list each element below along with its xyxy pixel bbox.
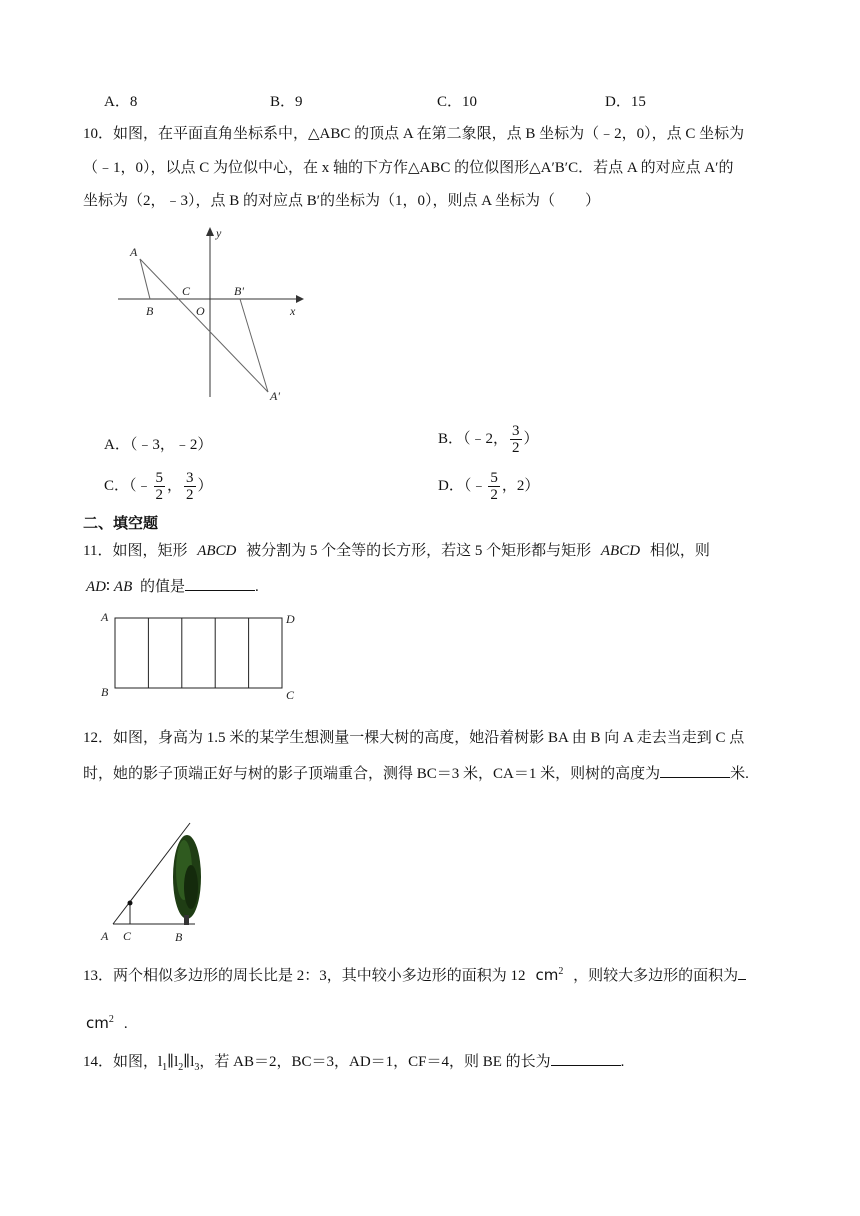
q10-option-b-prefix: B．（﹣2， (438, 430, 509, 447)
q9-option-b: B．9 (270, 94, 303, 110)
subscript: 3 (194, 1062, 200, 1073)
q14-text: ，若 AB＝2，BC＝3，AD＝1，CF＝4，则 BE 的长为 (199, 1054, 551, 1070)
unit-exponent: 2 (108, 1014, 114, 1025)
q11-math-abcd: ABCD (197, 543, 237, 559)
q10-line-1: 10．如图，在平面直角坐标系中，△ABC 的顶点 A 在第二象限，点 B 坐标为（﹣2，0），点 C 坐标为 (83, 126, 745, 142)
unit-exponent: 2 (558, 966, 564, 977)
q11-text: 11．如图，矩形 (83, 543, 188, 559)
q11-text: . (255, 579, 259, 595)
fraction (184, 470, 196, 503)
q11-line-1 (83, 541, 710, 561)
q10-option-b-suffix: ） (523, 430, 539, 447)
q10-line-3: 坐标为（2，﹣3），点 B 的对应点 B′的坐标为（1，0），则点 A 坐标为（ ） (83, 193, 601, 209)
q10-option-a: A．（﹣3，﹣2） (104, 437, 213, 453)
q10-option-d-suffix: ，2） (501, 477, 540, 494)
q11-text: 的值是 (139, 579, 185, 595)
q10-line-2: （﹣1，0），以点 C 为位似中心，在 x 轴的下方作△ABC 的位似图形△A′B′C．若点 A 的对应点 A′的 (83, 160, 734, 176)
answer-blank[interactable] (185, 575, 255, 591)
x-axis-arrow-icon (296, 295, 304, 303)
fraction-numerator: 5 (490, 470, 498, 486)
label-c: C (182, 284, 191, 298)
q9-option-a: A．8 (104, 94, 138, 110)
q10-option-c-suffix: ） (197, 477, 213, 494)
label-d: D (286, 612, 295, 626)
q13-text: 13．两个相似多边形的周长比是 2：3，其中较小多边形的面积为 12 (83, 968, 526, 984)
unit-cm: cm (86, 1014, 109, 1032)
answer-blank[interactable] (660, 762, 730, 778)
q14-text: 14．如图，l (83, 1054, 163, 1070)
label-a: A (101, 610, 109, 624)
label-c: C (286, 688, 295, 702)
q14-text: . (620, 1054, 625, 1070)
label-y: y (216, 226, 222, 240)
fraction-numerator: 3 (512, 423, 520, 439)
fraction-numerator: 5 (155, 470, 164, 486)
q11-math-ab: AB (113, 579, 133, 595)
label-x: x (290, 304, 296, 318)
q11-text: 被分割为 5 个全等的长方形，若这 5 个矩形都与矩形 (246, 543, 592, 559)
subscript: 2 (178, 1062, 184, 1073)
q11-rectangle-figure (95, 605, 305, 703)
q12-text: 米. (730, 766, 749, 782)
fraction (510, 423, 522, 456)
label-a: A (101, 929, 109, 943)
segment-a-a-prime (140, 259, 268, 392)
label-b: B (146, 304, 154, 318)
q14-text: ∥l (183, 1054, 195, 1070)
q10-option-d-prefix: D．（﹣ (438, 477, 487, 494)
q12-text: 时，她的影子顶端正好与树的影子顶端重合，测得 BC＝3 米，CA＝1 米，则树的高度为 (83, 766, 661, 782)
q14-text: ∥l (167, 1054, 179, 1070)
fraction-denominator: 2 (186, 487, 194, 503)
label-b-prime: B' (234, 284, 244, 298)
label-b: B (175, 930, 183, 944)
fraction-denominator: 2 (155, 487, 164, 503)
tree-icon (173, 835, 201, 925)
answer-blank[interactable] (738, 964, 746, 980)
q10-coordinate-figure (110, 222, 310, 407)
y-axis-arrow-icon (206, 227, 214, 236)
q10-option-c-prefix: C．（﹣ (104, 477, 152, 494)
fraction-numerator: 3 (186, 470, 194, 486)
q11-ratio-sign: ∶ (106, 579, 110, 595)
unit-cm: cm (535, 966, 559, 984)
label-c: C (123, 929, 132, 943)
q12-line-1: 12．如图，身高为 1.5 米的某学生想测量一棵大树的高度，她沿着树影 BA 由 B 向 A 走去当走到 C 点 (83, 730, 745, 746)
answer-blank[interactable] (551, 1050, 621, 1066)
q9-option-d: D．15 (605, 94, 646, 110)
label-a: A (130, 245, 138, 259)
q11-line-2 (86, 575, 259, 597)
label-b: B (101, 685, 109, 699)
student-head-icon (128, 901, 133, 906)
section-title: 二、填空题 (83, 514, 159, 532)
q10-option-c-separator: ， (167, 477, 183, 494)
q12-tree-shadow-figure (95, 815, 225, 945)
q11-text: 相似，则 (649, 543, 710, 559)
q11-math-ad: AD (86, 579, 106, 595)
q13-text: ，则较大多边形的面积为 (573, 968, 739, 984)
q9-option-c: C．10 (437, 94, 478, 110)
fraction-denominator: 2 (512, 440, 520, 456)
q11-math-abcd: ABCD (600, 543, 641, 559)
q12-line-2 (83, 762, 749, 784)
q13-text: . (123, 1016, 128, 1032)
segment-ab (140, 259, 150, 299)
q13-line-2 (86, 1010, 128, 1034)
fraction-denominator: 2 (490, 487, 498, 503)
q10-option-b (438, 423, 539, 456)
fraction (154, 470, 166, 503)
q10-option-c (104, 470, 213, 503)
label-a-prime: A' (270, 389, 280, 403)
subscript: 1 (162, 1062, 168, 1073)
label-o: O (196, 304, 205, 318)
fraction (488, 470, 500, 503)
q14-line (83, 1050, 624, 1078)
rectangle-abcd (115, 618, 282, 688)
q13-line-1 (83, 962, 746, 986)
q10-option-d (438, 470, 539, 503)
